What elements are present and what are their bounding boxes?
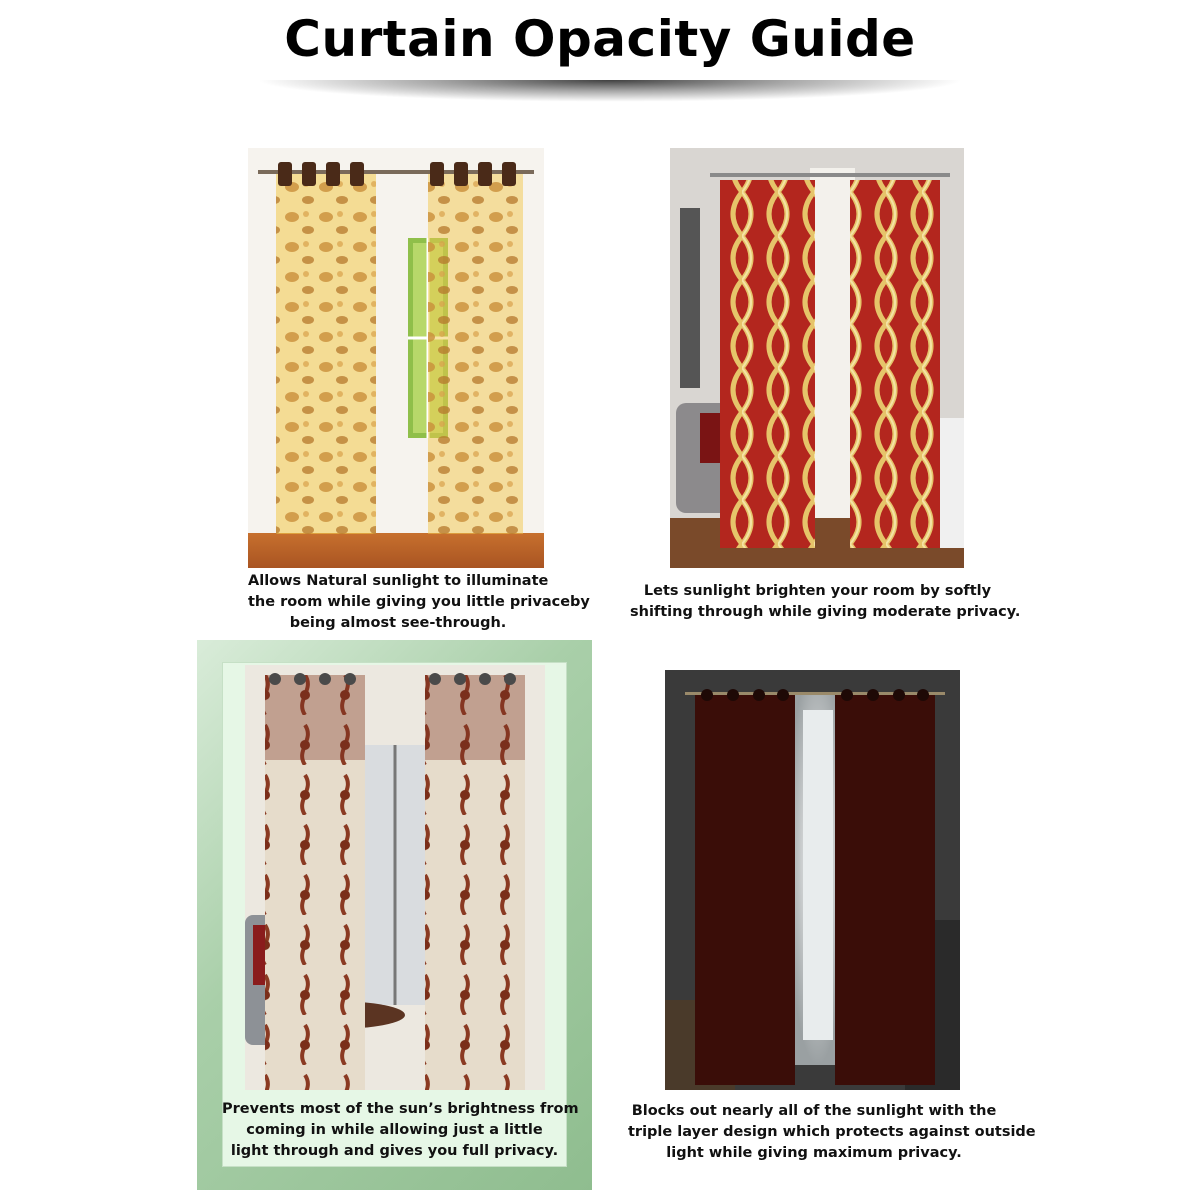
caption-line: Prevents most of the sun’s brightness from	[222, 1101, 579, 1117]
caption-line: Lets sunlight brighten your room by softly	[643, 583, 992, 599]
caption-line: Allows Natural sunlight to illuminate	[248, 573, 549, 589]
caption-line: being almost see-through.	[289, 615, 507, 631]
blackout-curtain-photo	[665, 670, 960, 1090]
blackout-curtain-caption	[628, 1101, 1036, 1164]
page-title: Curtain Opacity Guide	[284, 10, 916, 68]
sheer-curtain-caption	[248, 571, 590, 634]
semi-sheer-curtain-photo	[670, 148, 964, 568]
sheer-curtain-photo	[248, 148, 544, 568]
caption-line: shifting through while giving moderate privacy.	[630, 604, 1021, 620]
room-darkening-curtain-caption	[222, 1099, 579, 1162]
caption-line: light through and gives you full privacy.	[230, 1143, 559, 1159]
semi-sheer-curtain-caption	[630, 581, 1021, 623]
caption-line: the room while giving you little privaceby	[248, 594, 590, 610]
caption-line: Blocks out nearly all of the sunlight with the	[631, 1103, 997, 1119]
room-darkening-curtain-photo	[245, 665, 545, 1090]
title-underline-shadow	[255, 80, 965, 102]
caption-line: triple layer design which protects against outside	[628, 1124, 1036, 1140]
caption-line: coming in while allowing just a little	[246, 1122, 543, 1138]
caption-line: light while giving maximum privacy.	[666, 1145, 962, 1161]
